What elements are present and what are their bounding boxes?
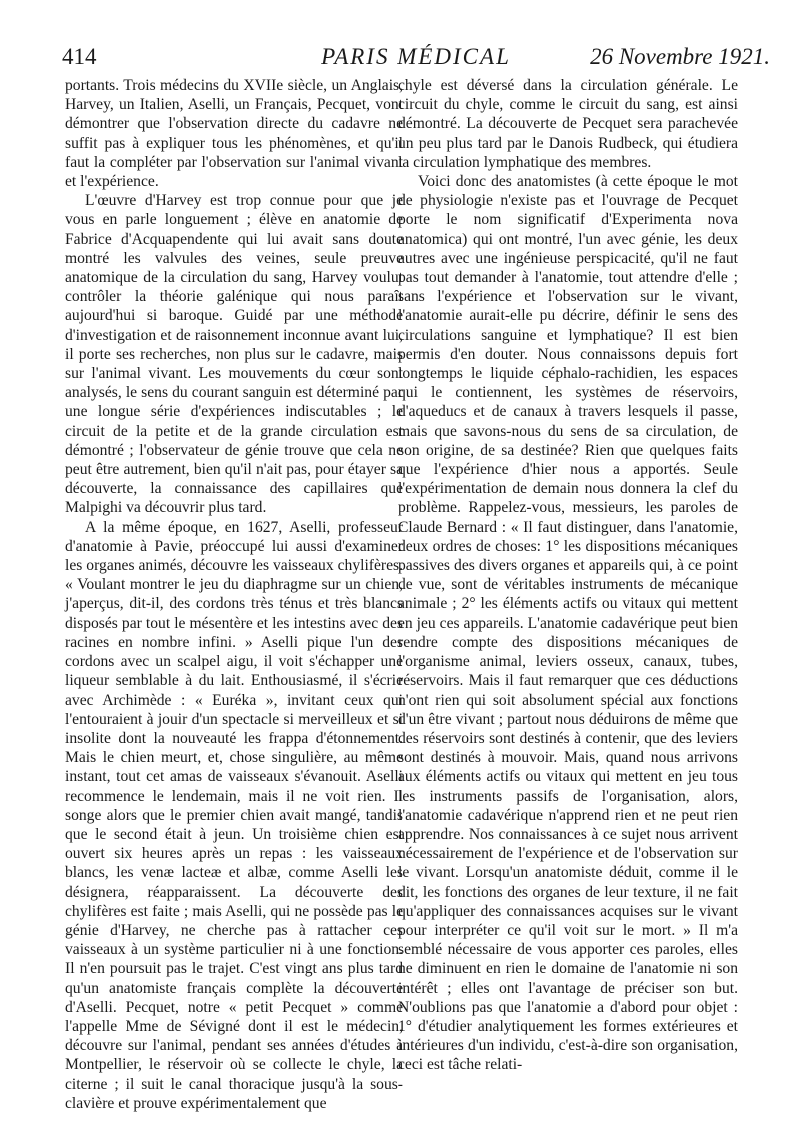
paragraph: chyle est déversé dans la circulation générale. Le circuit du chyle, comme le circuit du sang, est ainsi démontré. La découverte de Pecquet sera parachevée un peu plus tard par le Danois Rudbeck, qui étudiera la circulation lymphatique des membres. bbox=[398, 77, 738, 171]
right-column bbox=[398, 76, 738, 1075]
issue-date: 26 Novembre 1921. bbox=[590, 44, 770, 69]
page-header bbox=[62, 44, 770, 78]
left-column bbox=[65, 76, 403, 1113]
paragraph: Voici donc des anatomistes (à cette époque le mot de physiologie n'existe pas et l'ouvrage de Pecquet porte le nom significatif d'Experimenta nova anatomica) qui ont montré, l'un avec génie, les deux autres avec une ingénieuse perspicacité, qu'il ne faut pas tout demander à l'anatomie, tout attendre d'elle ; sans l'expérience et l'observation sur le vivant, l'anatomie aurait-elle pu décrire, définir le sens des circulations sanguine et lymphatique? Il est bien permis d'en douter. Nous connaissons depuis fort longtemps le liquide céphalo-rachidien, les espaces qui le contiennent, les systèmes de réservoirs, d'aqueducs et de canaux à travers lesquels il passe, mais que savons-nous du sens de sa circulation, de son origine, de sa destinée? Rien que quelques faits que l'expérience d'hier nous a apportés. Seule l'expérimentation de demain nous donnera la clef du problème. Rappelez-vous, messieurs, les paroles de Claude Bernard : « Il faut distinguer, dans l'anatomie, deux ordres de choses: 1° les dispositions mécaniques passives des divers organes et appareils qui, à ce point de vue, sont de véritables instruments de mécanique animale ; 2° les éléments actifs ou vitaux qui mettent en jeu ces appareils. L'anatomie cadavérique peut bien rendre compte des dispositions mécaniques de l'organisme animal, leviers osseux, canaux, tubes, réservoirs. Mais il faut remarquer que ces déductions n'ont rien qui soit absolument spécial aux fonctions d'un être vivant ; partout nous déduirons de même que des réservoirs sont destinés à contenir, que des leviers sont destinés à mouvoir. Mais, quand nous arrivons aux éléments actifs ou vitaux qui mettent en jeu tous les instruments passifs de l'organisation, alors, l'anatomie cadavérique n'apprend rien et ne peut rien apprendre. Nos connaissances à ce sujet nous arrivent nécessairement de l'expérience et de l'observation sur le vivant. Lorsqu'un anatomiste déduit, comme il le dit, les fonctions des organes de leur texture, il ne fait qu'appliquer des connaissances acquises sur le vivant pour interpréter ce qu'il voit sur le mort. » Il m'a semblé nécessaire de vous apporter ces paroles, elles ne diminuent en rien le domaine de l'anatomie ni son intérêt ; elles ont l'avantage de préciser son but. N'oublions pas que l'anatomie a d'abord pour objet : 1° d'étudier analytiquement les formes extérieures et intérieures d'un individu, c'est-à-dire son organisation, ceci est tâche relati- bbox=[398, 173, 738, 1074]
paragraph: A la même époque, en 1627, Aselli, professeur d'anatomie à Pavie, préoccupé lui aussi d'examiner les organes animés, découvre les vaisseaux chylifères. « Voulant montrer le jeu du diaphragme sur un chien, j'aperçus, dit-il, des cordons très ténus et très blancs disposés par tout le mésentère et les intestins avec des racines en nombre infini. » Aselli pique l'un des cordons avec un scalpel aigu, il voit s'échapper une liqueur semblable à du lait. Enthousiasmé, il s'écrie avec Archimède : « Euréka », invitant ceux qui l'entouraient à jouir d'un spectacle si merveilleux et si insolite dont la nouveauté les frappa d'étonnement. Mais le chien meurt, et, chose singulière, au même instant, tout cet amas de vaisseaux s'évanouit. Aselli recommence le lendemain, mais il ne voit rien. Il songe alors que le premier chien avait mangé, tandis que le second était à jeun. Un troisième chien est ouvert six heures après un repas : les vaisseaux blancs, les venæ lacteæ et albæ, comme Aselli les désignera, réapparaissent. La découverte des chylifères est faite ; mais Aselli, qui ne possède pas le génie d'Harvey, ne cherche pas à rattacher ces vaisseaux à un système particulier ni à une fonction. Il n'en poursuit pas le trajet. C'est vingt ans plus tard qu'un anatomiste français complète la découverte d'Aselli. Pecquet, notre « petit Pecquet » comme l'appelle Mme de Sévigné dont il est le médecin, découvre sur l'animal, pendant ses années d'études à Montpellier, le réservoir où se collecte le chyle, la citerne ; il suit le canal thoracique jusqu'à la sous-clavière et prouve expérimentalement que bbox=[65, 518, 403, 1112]
paragraph: portants. Trois médecins du XVIIe siècle, un Anglais, Harvey, un Italien, Aselli, un Français, Pecquet, vont démontrer que l'observation directe du cadavre ne suffit pas à expliquer tous les phénomènes, et qu'il faut la compléter par l'observation sur l'animal vivant et l'expérience. bbox=[65, 77, 403, 191]
page-number: 414 bbox=[62, 44, 97, 69]
journal-title: PARIS MÉDICAL bbox=[321, 44, 511, 69]
paragraph: L'œuvre d'Harvey est trop connue pour que je vous en parle longuement ; élève en anatomie de Fabrice d'Acquapendente qui lui avait sans doute montré les valvules des veines, seule preuve anatomique de la circulation du sang, Harvey voulut contrôler la théorie galénique qui nous paraît aujourd'hui si baroque. Guidé par une méthode d'investigation et de raisonnement inconnue avant lui, il porte ses recherches, non plus sur le cadavre, mais sur l'animal vivant. Les mouvements du cœur sont analysés, le sens du courant sanguin est déterminé par une longue série d'expériences indiscutables ; le circuit de la petite et de la grande circulation est démontré ; l'observateur de génie trouve que cela ne peut être autrement, bien qu'il n'ait pas, pour étayer sa découverte, la connaissance des capillaires que Malpighi va découvrir plus tard. bbox=[65, 192, 403, 517]
